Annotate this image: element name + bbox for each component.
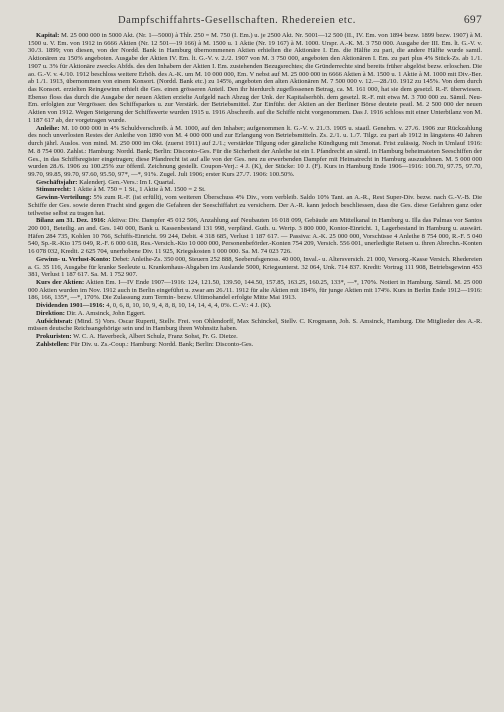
section-text: M. 10 000 000 in 4% Schuldverschreib. à M. 1000, auf den Inhaber; aufgenommen lt. G.-V. v. 21./3. 1905 u. staatl. Genehm. v. 27./6. 1906 zur Rückzahlung des noch unverlosten Restes der Anleihe von 1890 von M. 4 000 000 und zur Erlangung von Betriebsmitteln. Zs. 2./1. u. 1./7. Tilgz. zu pari ab 1912 in längstens 40 Jahren durch jährl. Auslos. von mind. M. 250 000 im Okt. (zuerst 1911) auf 2./1.; verstärkte Tilgung oder gänzliche Kündigung mit 3monat. Frist zulässig. Noch in Umlauf 1916: M. 8 754 000. Zahlst.: Hamburg: Nordd. Bank; Berlin: Disconto-Ges. Für die Sicherheit der Anleihe ist ein I. Pfandrecht an sämtl. in Hamburg beheimateten Seeschiffen der Ges., in das Schiffsregister eingetragen; diese Pfandrecht ist auf alle von der Ges. neu zu erwerbenden Dampfer mit Heimatrecht in Hamburg auszudehnen. M. 5 000 000 wurden 28./6. 1906 zu 100.25% zur öffentl. Zeichnung gestellt. Coupon-Verj.: 4 J. (K), der Stücke: 10 J. (F). Kurs in Hamburg Ende 1906—1916: 100.70, 97.75, 97.70, 99.70, 99.85, 99.70, 97.60, 95.50, 97*, —*, 91%. Zugel. Juli 1906; erster Kurs 27./7. 1906: 100.50%. xyxy=(28,124,482,178)
section-text: Kalenderj. Gen.-Vers.: Im I. Quartal. xyxy=(79,178,176,186)
page-number: 697 xyxy=(463,14,482,26)
section-geschaeftsjahr xyxy=(28,179,482,187)
section-label: Prokuristen: xyxy=(36,333,72,341)
section-text: 5% zum R.-F. (ist erfüllt), vom weiteren Überschuss 4% Div., vom verbleib. Saldo 10% Tant. an A.-R., Rest Super-Div. bezw. nach G.-V.-B. Die Schiffe der Ges. sowie deren Fracht sind gegen die Gefahren der Seeschiffahrt zu versichern. Der A.-R. kann jedoch beschliessen, dass die Ges. diese Gefahren ganz oder teilweise selbst zu tragen hat. xyxy=(28,194,483,217)
section-text: Für Div. u. Zs.-Coup.: Hamburg: Nordd. Bank; Berlin: Disconto-Ges. xyxy=(70,340,254,348)
section-kurs-der-aktien xyxy=(28,279,482,302)
section-text: Debet: Anleihe-Zs. 350 000, Steuern 252 888, Seeberufsgenoss. 40 000, Inval.- u. Altersversich. 21 000, Versorg.-Kasse Versich. Rhedereien a. G. 35 116, Ausgabe für kranke Seeleute u. Krankenhaus-Abgaben im Auslande 5000, Kriegsunterst. 32 064, Unk. 714 837. Kredit: Vortrag 111 908, Betriebsgewinn 453 381, Verlust 1 187 617. Sa. M. 1 752 907. xyxy=(28,255,483,279)
section-dividenden xyxy=(28,302,482,310)
section-text: W. C. A. Haverbeck, Albert Schulz, Franz Sohst, Fr. G. Dietze. xyxy=(73,333,238,341)
section-label: Kapital: xyxy=(36,32,60,39)
running-header xyxy=(28,14,482,26)
section-text: Aktien Em. I—IV Ende 1907—1916: 124, 121.50, 139.50, 144.50, 157.85, 163.25, 160.25, 133*, —*, 170%. Notiert in Hamburg. Sämtl. M. 25 000 000 Aktien wurden im Nov. 1912 auch in Berlin eingeführt u. zwar am 26./11. 1912 für alte Aktien mit 184%, für junge Aktien mit 174%. Kurs in Berlin Ende 1912—1916: 186, 166, 135*, —*, 170%. Die Zulassung zum Termin- bezw. Ultimohandel erfolgte Mitte Mai 1913. xyxy=(28,279,482,302)
section-label: Aufsichtsrat: xyxy=(36,317,73,325)
section-anleihe xyxy=(28,125,482,179)
section-bilanz xyxy=(28,217,482,256)
section-zahlstellen xyxy=(28,341,482,349)
section-gewinn-verlust-konto xyxy=(28,256,482,279)
section-label: Dividenden 1901—1916: xyxy=(36,302,105,310)
section-label: Gewinn- u. Verlust-Konto: xyxy=(36,255,111,263)
section-kapital xyxy=(28,32,482,125)
section-text: 1 Aktie à M. 750 = 1 St., 1 Aktie à M. 1500 = 2 St. xyxy=(72,186,206,194)
section-label: Bilanz am 31. Dez. 1916: xyxy=(36,217,106,225)
running-title: Dampfschiffahrts-Gesellschaften. Rhedereien etc. xyxy=(118,15,356,26)
section-aufsichtsrat xyxy=(28,318,482,333)
section-text: Dir. A. Amsinck, John Eggert. xyxy=(66,309,146,317)
section-label: Geschäftsjahr: xyxy=(36,178,78,186)
section-direktion xyxy=(28,310,482,318)
section-text: M. 25 000 000 in 5000 Akt. (Nr. 1—5000) à Thlr. 250 = M. 750 (I. Em.) u. je 2500 Akt. Nr. 5001—12 500 (II., IV. Em. von 1894 bezw. 1899 bezw. 1907) à M. 1500 u. V. Em. von 1912 in 6666 Aktien (Nr. 12 501—19 166) à M. 1500 u. 1 Aktie (Nr. 19 167) à M. 1000. Urspr. A.-K. M. 3 750 000. Ausgabe der III. Em. lt. G.-V. v. 30./3. 1899; von diesen, von der Nordd. Bank in Hamburg übernommenen Aktien erhielten die Aktionäre I. Em. die Hälfte zu pari, die andere Hälfte wurde samtl. Aktionären zu 150% angeboten. Ausgabe der Aktien IV. Em. lt. G.-V. v. 2./2. 1907 von M. 3 750 000, angeboten den Aktionären I. Em. zu pari plus 4% Stück-Zs. ab 1./1. 1907 u. 3% für Aktionäre zwecks Abfds. des den Inhabern der Aktien I. Em. zustehenden Bezugsrechtes; die Gründerrechte sind bereits früher abgelöst bezw. erloschen. Die ao. G.-V. v. 4./10. 1912 beschloss weitere Erhöh. des A.-K. um M. 10 000 000, Em. V nebst auf M. 25 000 000 in 6666 Aktien à M. 1500 u. 1 Aktie à M. 1000 mit Div.-Ber. ab 1./1. 1913, übernommen von einem Konsort. (Nordd. Bank etc.) zu 145%, angeboten den alten Aktionären M. 7 500 000 v. 12.—28./10. 1912 zu 145%. Von dem durch das Konsort. erzielten Reingewinn erhielt die Ges. einen grösseren Anteil. Den ihr hierdurch zugeflossenen Betrag, ca. M. 161 000, hat sie dem gesetzl. R.-F. überwiesen. Ebenso floss das durch die Ausgabe der neuen Aktien erzielte Aufgeld nach Abzug der Unk. der Kapitalserhöh. dem gesetzl. R.-F. mit etwa M. 3 700 000 zu. Sämtl. Neu-Em. erfolgten zur Vergrösser. des Schiffsparkes u. zur Verstärk. der Betriebsmittel. Zur Einführ. der Aktien an der Berliner Börse deutete peatl. M. 2 500 000 der neuen Aktien von 1912. Wegen Steigerung der Schiffswerte wurden 1915 u. 1916 Abschreib. auf die Schiffe nicht vorgenommen. Das J. 1916 schloss mit einer Unterbilanz von M. 1 187 617 ab, der vorgetragen wurde. xyxy=(28,32,482,124)
section-label: Gewinn-Verteilung: xyxy=(36,194,92,202)
section-prokuristen xyxy=(28,333,482,341)
section-text: Aktiva: Div. Dampfer 45 012 506, Anzahlung auf Neubauten 16 018 099, Gebäude am Mittelkanal in Hamburg u. Illa das Palmas vor Santos 200 001, Beteilig. an and. Ges. 140 000, Bank u. Kassenbestand 131 998, verpfänd. Guth. u. Wertp. 3 800 000, Kontor-Einricht. 1, Lagerbestand in Hamburg u. auswärt. Häfen 284 735, Kohlen 10 766, Schiffs-Einricht. 99 244, Debit. 4 318 685, Verlust 1 187 617. — Passiva: A.-K. 25 000 000, Vorschüsse 4 Anleihe 8 754 000, R.-F. 5 040 540, Sp.-R.-Kto 175 049, R.-F. 6 000 618, Res.-Versich.-Kto 10 000 000, Personenbeförder.-Konten 754 209, Versich. 556 001, unerledigte Reisen u. ihren Abrechn.-Konten 16 078 032, Kredit. 2 625 704, unerhobene Div. 11 925, Kriegskosten 1 000 000. Sa. M. 74 023 726. xyxy=(28,217,483,256)
section-label: Kurs der Aktien: xyxy=(36,279,85,286)
section-stimmrecht xyxy=(28,186,482,194)
section-label: Anleihe: xyxy=(36,124,60,132)
section-label: Stimmrecht: xyxy=(36,186,72,194)
section-text: (Mind. 5) Vors. Oscar Ruperti, Stellv. Frei. von Ohlendorff, Max Schinckel, Stellv. C. Krogmann, Joh. S. Amsinck, Hamburg. Die Mitglieder des A.-R. müssen deutsche Reichsangehörige sein und in Hamburg ihren Wohnsitz haben. xyxy=(28,317,483,333)
section-text: 4, 0, 6, 8, 10, 10, 9, 4, 8, 8, 10, 14, 14, 4, 4, 0%. C.-V.: 4 J. (K). xyxy=(106,302,272,310)
section-gewinn-verteilung xyxy=(28,194,482,217)
section-label: Zahlstellen: xyxy=(36,340,70,348)
section-label: Direktion: xyxy=(36,309,65,317)
